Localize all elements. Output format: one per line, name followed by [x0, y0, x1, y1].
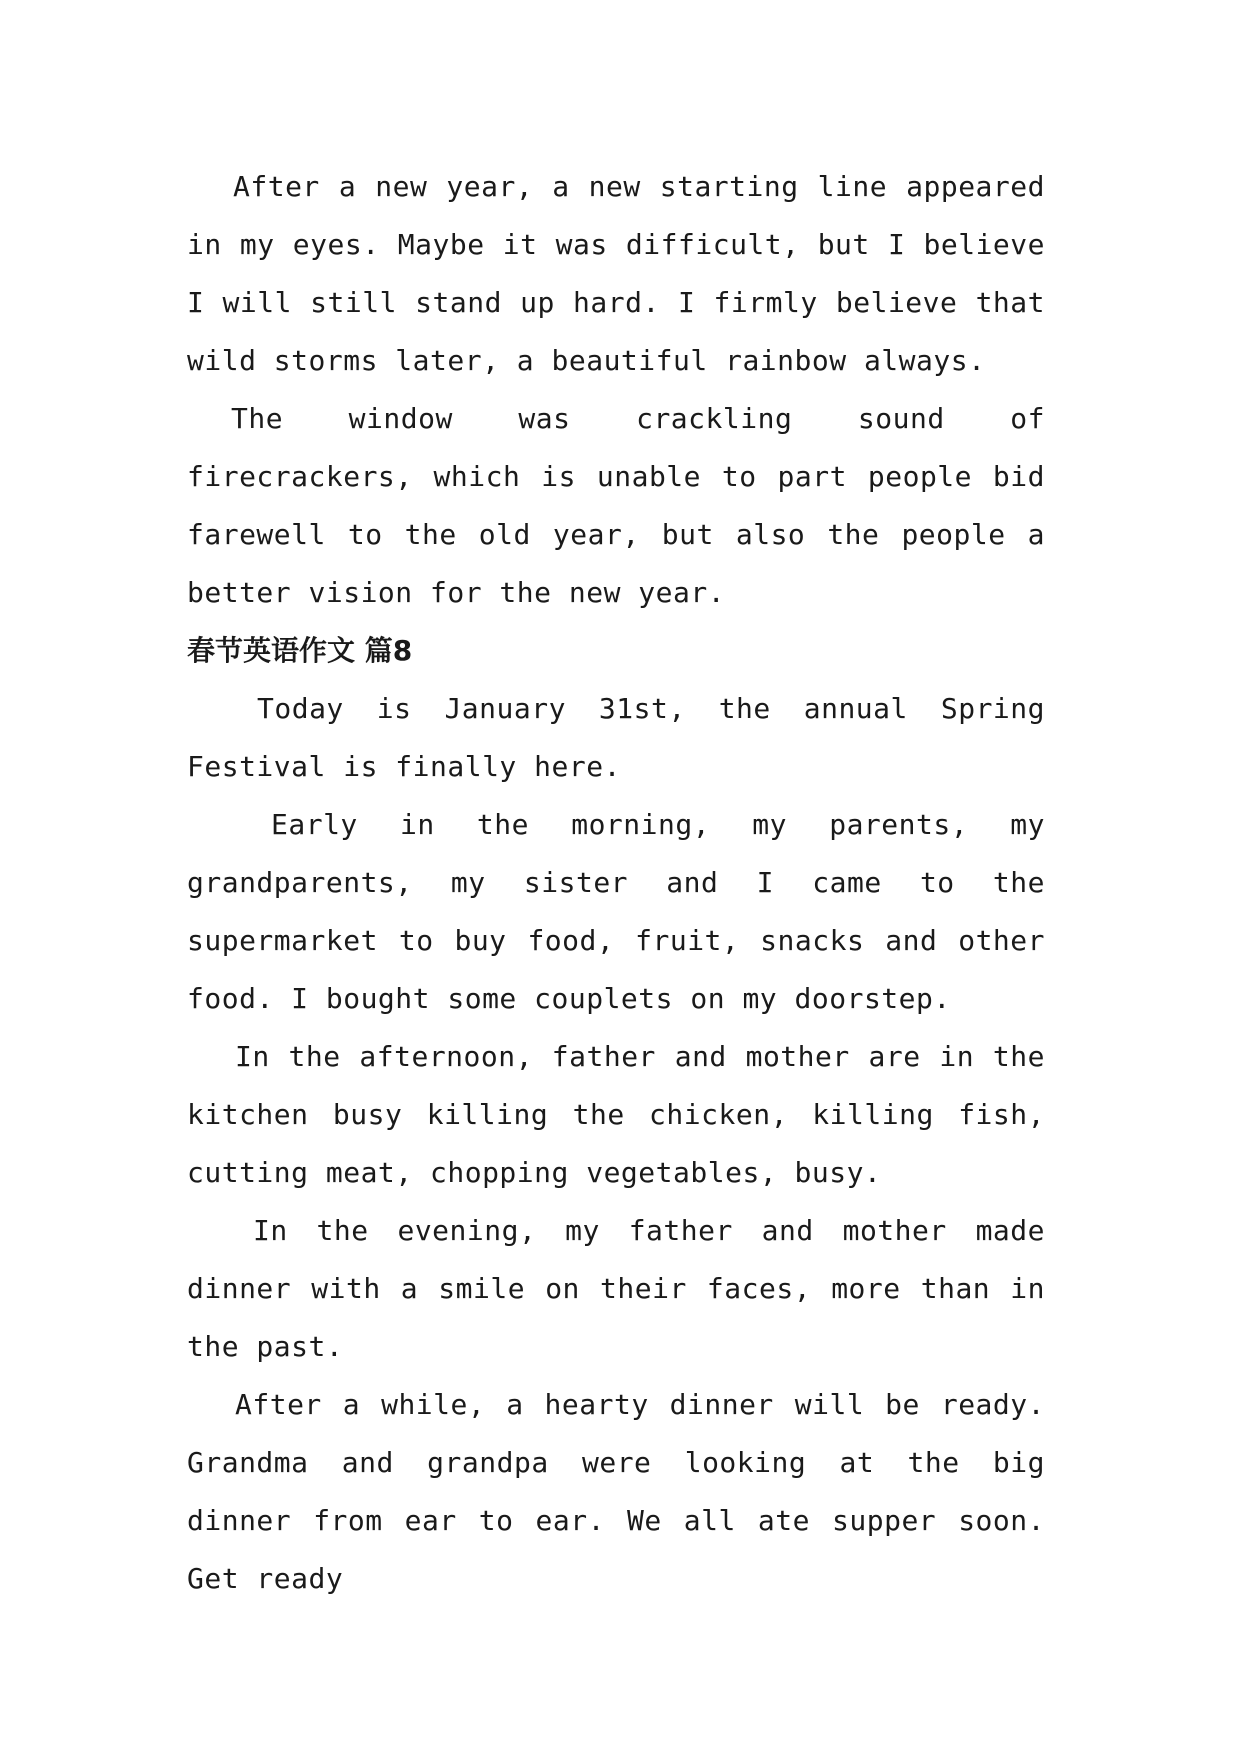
paragraph-new-starting-line: After a new year, a new starting line appeared in my eyes. Maybe it was difficult, but I believe I will still stand up hard. I firmly believe that wild storms later, a beautiful rainbow always. [187, 170, 1045, 377]
paragraph-hearty-dinner: After a while, a hearty dinner will be ready. Grandma and grandpa were looking at the big dinner from ear to ear. We all ate supper soon. Get ready [187, 1388, 1045, 1595]
document-body [187, 158, 1045, 1608]
paragraph-evening: In the evening, my father and mother made dinner with a smile on their faces, more than in the past. [187, 1214, 1045, 1363]
paragraph-afternoon: In the afternoon, father and mother are in the kitchen busy killing the chicken, killing fish, cutting meat, chopping vegetables, busy. [187, 1040, 1045, 1189]
section-heading: 春节英语作文 篇8 [187, 634, 413, 667]
paragraph-firecrackers: The window was crackling sound of firecrackers, which is unable to part people bid farewell to the old year, but also the people a better vision for the new year. [187, 402, 1045, 609]
paragraph-january-31st: Today is January 31st, the annual Spring Festival is finally here. [187, 692, 1045, 783]
paragraph-early-morning: Early in the morning, my parents, my grandparents, my sister and I came to the supermarket to buy food, fruit, snacks and other food. I bought some couplets on my doorstep. [187, 808, 1045, 1015]
